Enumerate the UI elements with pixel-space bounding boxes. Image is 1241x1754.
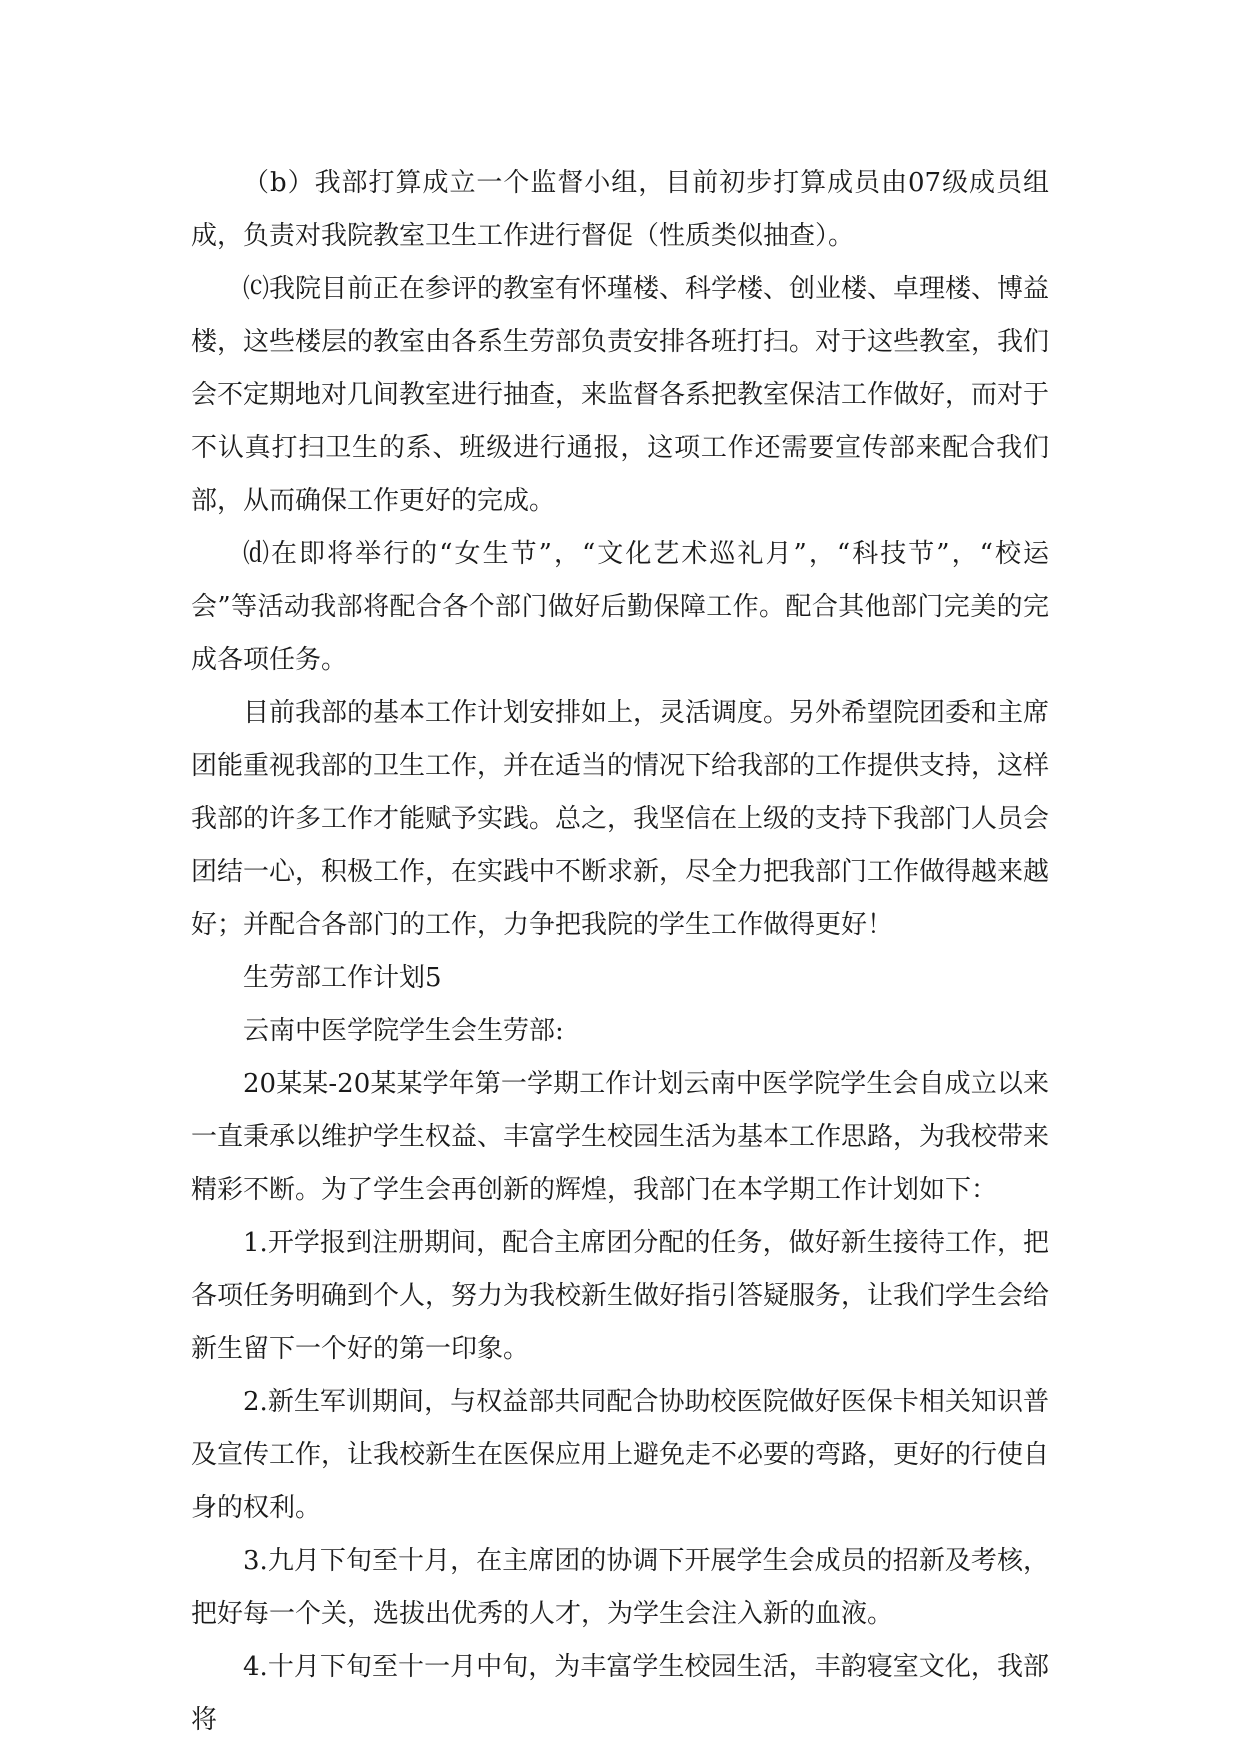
paragraph-c-classroom-inspection: ⒞我院目前正在参评的教室有怀瑾楼、科学楼、创业楼、卓理楼、博益楼，这些楼层的教室由各系生劳部负责安排各班打扫。对于这些教室，我们会不定期地对几间教室进行抽查，来监督各系把教室保洁工作做好，而对于不认真打扫卫生的系、班级进行通报，这项工作还需要宣传部来配合我们部，从而确保工作更好的完成。: [191, 274, 1050, 516]
paragraph-d-event-support: ⒟在即将举行的“女生节”，“文化艺术巡礼月”，“科技节”，“校运会”等活动我部将配合各个部门做好后勤保障工作。配合其他部门完美的完成各项任务。: [191, 539, 1049, 675]
paragraph-b-supervision-group: （b）我部打算成立一个监督小组，目前初步打算成员由07级成员组成，负责对我院教室卫生工作进行督促（性质类似抽查）。: [191, 168, 1049, 251]
organization-line: 云南中医学院学生会生劳部:: [243, 1016, 564, 1046]
list-item-2: 2.新生军训期间，与权益部共同配合协助校医院做好医保卡相关知识普及宣传工作，让我校新生在医保应用上避免走不必要的弯路，更好的行使自身的权利。: [191, 1387, 1050, 1523]
paragraph-intro: 20某某-20某某学年第一学期工作计划云南中医学院学生会自成立以来一直秉承以维护学生权益、丰富学生校园生活为基本工作思路，为我校带来精彩不断。为了学生会再创新的辉煌，我部门在本学期工作计划如下：: [191, 1069, 1050, 1205]
list-item-1: 1.开学报到注册期间，配合主席团分配的任务，做好新生接待工作，把各项任务明确到个人，努力为我校新生做好指引答疑服务，让我们学生会给新生留下一个好的第一印象。: [191, 1228, 1050, 1364]
section-heading: 生劳部工作计划5: [243, 963, 442, 993]
list-item-4: 4.十月下旬至十一月中旬，为丰富学生校园生活，丰韵寝室文化，我部将: [191, 1652, 1049, 1735]
list-item-3: 3.九月下旬至十月，在主席团的协调下开展学生会成员的招新及考核，把好每一个关，选拔出优秀的人才，为学生会注入新的血液。: [191, 1546, 1049, 1629]
paragraph-summary: 目前我部的基本工作计划安排如上，灵活调度。另外希望院团委和主席团能重视我部的卫生工作，并在适当的情况下给我部的工作提供支持，这样我部的许多工作才能赋予实践。总之，我坚信在上级的支持下我部门人员会团结一心，积极工作，在实践中不断求新，尽全力把我部门工作做得越来越好；并配合各部门的工作，力争把我院的学生工作做得更好！: [191, 698, 1050, 940]
document-page: [191, 157, 1049, 1747]
